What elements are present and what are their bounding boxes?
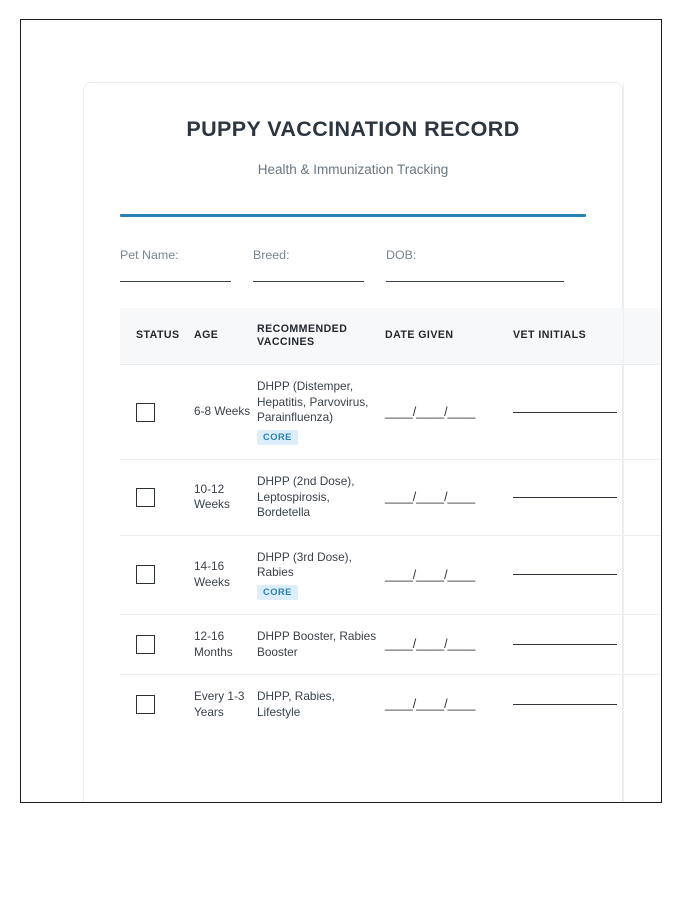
core-badge: CORE xyxy=(257,430,298,445)
vaccine-list: DHPP (2nd Dose), Leptospirosis, Bordetella xyxy=(257,473,355,520)
cell-age: 14-16 Weeks xyxy=(194,535,257,614)
column-header-age: AGE xyxy=(194,308,257,365)
vet-initials-input[interactable] xyxy=(513,704,617,705)
cell-vaccines xyxy=(257,459,385,535)
status-checkbox[interactable] xyxy=(136,403,155,422)
date-given-input[interactable]: ____/____/____ xyxy=(385,697,476,712)
vaccination-record-card xyxy=(83,82,623,803)
table-header xyxy=(120,308,660,365)
dob-input[interactable] xyxy=(386,281,564,282)
cell-status xyxy=(120,614,194,674)
table-row xyxy=(120,535,660,614)
page-frame xyxy=(20,19,662,803)
column-header-vaccines: RECOMMENDED VACCINES xyxy=(257,308,385,365)
pet-name-input[interactable] xyxy=(120,281,231,282)
status-checkbox[interactable] xyxy=(136,695,155,714)
breed-field xyxy=(253,248,386,282)
cell-age: 6-8 Weeks xyxy=(194,365,257,460)
table-row xyxy=(120,459,660,535)
page-title: PUPPY VACCINATION RECORD xyxy=(186,117,520,141)
breed-label: Breed: xyxy=(253,247,290,262)
cell-vet-initials[interactable] xyxy=(513,614,660,674)
table-row xyxy=(120,675,660,735)
date-given-input[interactable]: ____/____/____ xyxy=(385,637,476,652)
vet-initials-input[interactable] xyxy=(513,644,617,645)
cell-date-given[interactable] xyxy=(385,459,513,535)
cell-status xyxy=(120,459,194,535)
column-header-date-given: DATE GIVEN xyxy=(385,308,513,365)
pet-info-row xyxy=(120,248,586,282)
cell-age: Every 1-3 Years xyxy=(194,689,245,719)
column-header-vet-initials: VET INITIALS xyxy=(513,308,660,365)
date-given-input[interactable]: ____/____/____ xyxy=(385,567,476,582)
cell-status xyxy=(120,675,194,735)
page-subtitle: Health & Immunization Tracking xyxy=(257,161,449,177)
vaccine-list: DHPP (3rd Dose), Rabies xyxy=(257,549,352,580)
dob-field xyxy=(386,248,586,282)
pet-name-field xyxy=(120,248,253,282)
cell-date-given[interactable] xyxy=(385,365,513,460)
vet-initials-input[interactable] xyxy=(513,574,617,575)
cell-vaccines xyxy=(257,535,385,614)
status-checkbox[interactable] xyxy=(136,635,155,654)
cell-date-given[interactable] xyxy=(385,614,513,674)
cell-vet-initials[interactable] xyxy=(513,365,660,460)
dob-label: DOB: xyxy=(386,247,417,262)
core-badge: CORE xyxy=(257,585,298,600)
cell-date-given[interactable] xyxy=(385,535,513,614)
cell-vet-initials[interactable] xyxy=(513,675,660,735)
card-content xyxy=(84,83,622,734)
date-given-input[interactable]: ____/____/____ xyxy=(385,404,476,419)
breed-input[interactable] xyxy=(253,281,364,282)
date-given-input[interactable]: ____/____/____ xyxy=(385,490,476,505)
vet-initials-input[interactable] xyxy=(513,497,617,498)
table-row xyxy=(120,365,660,460)
vaccine-list: DHPP Booster, Rabies Booster xyxy=(257,628,377,659)
table-body xyxy=(120,365,660,735)
accent-divider xyxy=(120,214,586,217)
table-row xyxy=(120,614,660,674)
cell-vaccines xyxy=(257,365,385,460)
cell-vet-initials[interactable] xyxy=(513,459,660,535)
cell-age: 12-16 Months xyxy=(194,614,257,674)
vaccination-table xyxy=(120,308,660,735)
cell-vaccines xyxy=(257,675,385,735)
vet-initials-input[interactable] xyxy=(513,412,617,413)
print-guide-line xyxy=(623,83,624,803)
table-header-row xyxy=(120,308,660,365)
pet-name-label: Pet Name: xyxy=(120,247,179,262)
cell-vaccines xyxy=(257,614,385,674)
vaccine-list: DHPP, Rabies, Lifestyle xyxy=(257,689,335,719)
cell-vet-initials[interactable] xyxy=(513,535,660,614)
vaccine-list: DHPP (Distemper, Hepatitis, Parvovirus, Parainfluenza) xyxy=(257,379,369,425)
cell-age: 10-12 Weeks xyxy=(194,459,257,535)
column-header-status: STATUS xyxy=(120,308,194,365)
status-checkbox[interactable] xyxy=(136,565,155,584)
status-checkbox[interactable] xyxy=(136,488,155,507)
cell-date-given[interactable] xyxy=(385,675,513,735)
cell-status xyxy=(120,535,194,614)
cell-status xyxy=(120,365,194,460)
